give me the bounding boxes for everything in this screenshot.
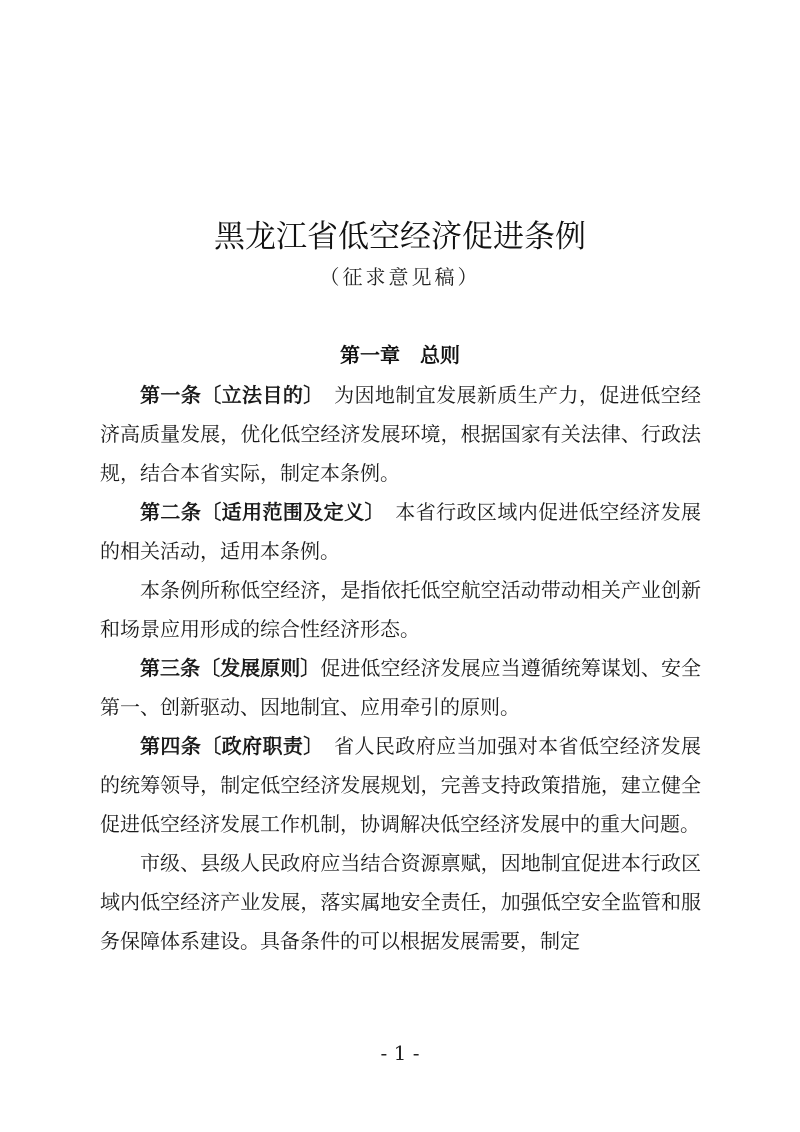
article-2-definition-paragraph [100,571,701,649]
document-body [100,376,701,961]
document-subtitle: （征求意见稿） [319,265,481,289]
article-1-paragraph [100,376,701,493]
article-4-second-text: 市级、县级人民政府应当结合资源禀赋，因地制宜促进本行政区域内低空经济产业发展，落实属地安全责任，加强低空安全监管和服务保障体系建设。具备条件的可以根据发展需要，制定 [100,851,701,953]
article-2-text: 本省行政区域内促进低空经济发展的相关活动，适用本条例。 [100,500,702,563]
article-4-text: 省人民政府应当加强对本省低空经济发展的统筹领导，制定低空经济发展规划，完善支持政策措施，建立健全促进低空经济发展工作机制，协调解决低空经济发展中的重大问题。 [100,734,702,836]
article-3-paragraph [100,649,701,727]
article-2-paragraph [100,493,701,571]
article-3-text: 促进低空经济发展应当遵循统筹谋划、安全第一、创新驱动、因地制宜、应用牵引的原则。 [100,656,702,719]
article-3-heading: 第三条〔发展原则〕 [140,656,321,680]
chapter-heading: 第一章 总则 [340,343,460,367]
article-4-second-paragraph [100,844,701,961]
article-2-heading: 第二条〔适用范围及定义〕 [140,500,375,524]
document-title: 黑龙江省低空经济促进条例 [214,219,586,255]
article-1-text: 为因地制宜发展新质生产力，促进低空经济高质量发展，优化低空经济发展环境，根据国家有关法律、行政法规，结合本省实际，制定本条例。 [100,383,702,485]
article-2-definition-text: 本条例所称低空经济，是指依托低空航空活动带动相关产业创新和场景应用形成的综合性经济形态。 [100,578,701,641]
article-4-paragraph [100,727,701,844]
article-4-heading: 第四条〔政府职责〕 [140,734,314,758]
article-1-heading: 第一条〔立法目的〕 [140,383,314,407]
page-number: - 1 - [380,1041,420,1065]
